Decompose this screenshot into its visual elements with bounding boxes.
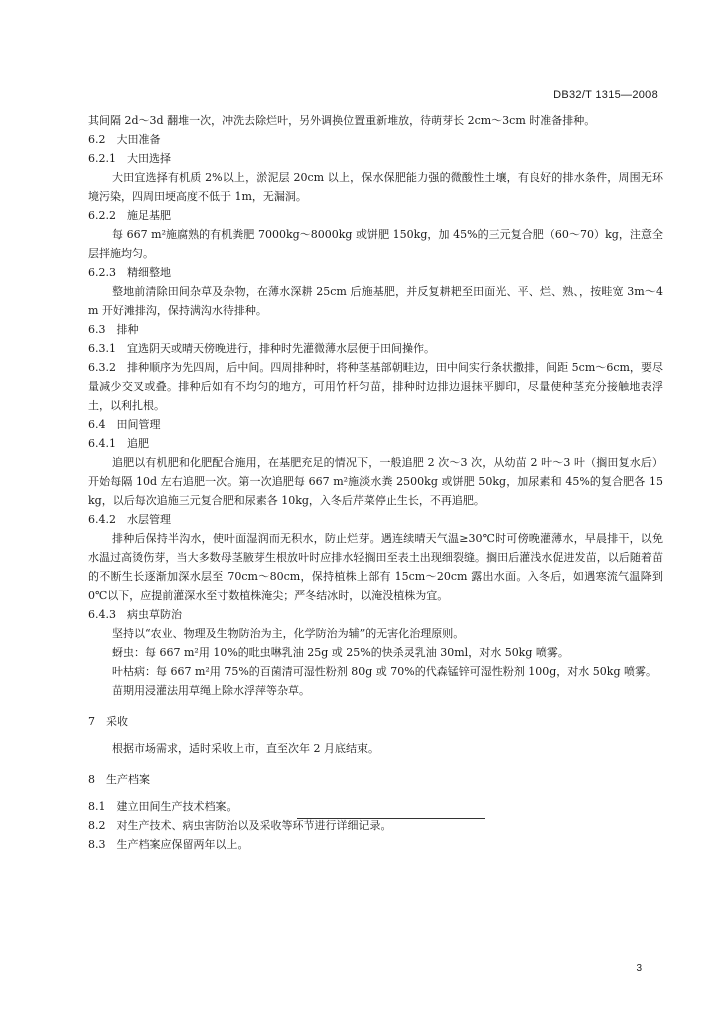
paragraph-6-2-3: 整地前清除田间杂草及杂物，在薄水深耕 25cm 后施基肥，并反复耕耙至田面光、平、烂、熟、，按畦宽 3m～4m 开好滩排沟，保持满沟水待排种。 [88,285,663,317]
end-rule [297,818,485,819]
section-6-3-heading: 6.3 排种 [88,323,139,336]
paragraph-7: 根据市场需求，适时采收上市，直至次年 2 月底结束。 [112,742,379,755]
section-6-4-1-heading: 6.4.1 追肥 [88,437,149,450]
section-6-4-3-heading: 6.4.3 病虫草防治 [88,608,182,621]
document-body [88,111,663,854]
section-7-heading: 7 采收 [88,715,128,728]
paragraph-continued: 其间隔 2d～3d 翻堆一次，冲洗去除烂叶，另外调换位置重新堆放，待萌芽长 2cm～3cm 时准备排种。 [88,114,596,127]
paragraph-8-2: 8.2 对生产技术、病虫害防治以及采收等环节进行详细记录。 [88,819,392,832]
document-code: DB32/T 1315—2008 [553,89,658,101]
paragraph-6-4-3-leaf-blight: 叶枯病：每 667 m²用 75%的百菌清可湿性粉剂 80g 或 70%的代森锰锌可湿性粉剂 100g，对水 50kg 喷雾。 [112,665,657,678]
paragraph-6-2-2: 每 667 m²施腐熟的有机粪肥 7000kg～8000kg 或饼肥 150kg，加 45%的三元复合肥（60～70）kg，注意全层拌施均匀。 [88,228,663,260]
paragraph-8-1: 8.1 建立田间生产技术档案。 [88,800,238,813]
section-6-2-heading: 6.2 大田准备 [88,133,161,146]
paragraph-6-3-1: 6.3.1 宜选阴天或晴天傍晚进行，排种时先灌微薄水层便于田间操作。 [88,342,435,355]
section-6-2-1-heading: 6.2.1 大田选择 [88,152,171,165]
paragraph-6-2-1: 大田宜选择有机质 2%以上，淤泥层 20cm 以上，保水保肥能力强的微酸性土壤，有良好的排水条件，周围无环境污染，四周田埂高度不低于 1m，无漏洞。 [88,171,663,203]
paragraph-6-4-1: 追肥以有机肥和化肥配合施用，在基肥充足的情况下，一般追肥 2 次～3 次，从幼苗 2 叶～3 叶（搁田复水后）开始每隔 10d 左右追肥一次。第一次追肥每 667 m²施淡水粪 2500kg 或饼肥 50kg，加尿素和 45%的复合肥各 15kg，以后每次追施三元复合肥和尿素各 10kg，入冬后芹菜停止生长，不再追肥。 [88,456,663,507]
paragraph-6-4-3-weeds: 苗期用浸灌法用草绳上除水浮萍等杂草。 [112,684,310,697]
paragraph-6-4-2: 排种后保持半沟水，使叶面湿润而无积水，防止烂芽。遇连续晴天气温≥30℃时可傍晚灌薄水，早晨排干，以免水温过高烫伤芽，当大多数母茎腋芽生根放叶时应排水轻搁田至表土出现细裂缝。搁田后灌浅水促进发苗，以后随着苗的不断生长逐渐加深水层至 70cm～80cm，保持植株上部有 15cm～20cm 露出水面。入冬后，如遇寒流气温降到 0℃以下，应提前灌深水至寸数植株淹尖；严冬结冰时，以淹没植株为宜。 [88,532,663,602]
paragraph-6-4-3-principle: 坚持以“农业、物理及生物防治为主，化学防治为辅”的无害化治理原则。 [112,627,465,640]
paragraph-6-4-3-aphid: 蚜虫：每 667 m²用 10%的吡虫啉乳油 25g 或 25%的快杀灵乳油 30ml，对水 50kg 喷雾。 [112,646,569,659]
page-number: 3 [636,963,642,974]
section-6-2-3-heading: 6.2.3 精细整地 [88,266,171,279]
paragraph-8-3: 8.3 生产档案应保留两年以上。 [88,838,249,851]
section-6-4-heading: 6.4 田间管理 [88,418,161,431]
paragraph-6-3-2: 6.3.2 排种顺序为先四周，后中间。四周排种时，将种茎基部朝畦边，田中间实行条状撒排，间距 5cm～6cm，要尽量减少交叉或叠。排种后如有不均匀的地方，可用竹杆匀苗，排种时边排边退抹平脚印，尽量使种茎充分接触地表浮土，以利扎根。 [88,361,663,412]
section-8-heading: 8 生产档案 [88,773,150,786]
section-6-4-2-heading: 6.4.2 水层管理 [88,513,171,526]
section-6-2-2-heading: 6.2.2 施足基肥 [88,209,171,222]
